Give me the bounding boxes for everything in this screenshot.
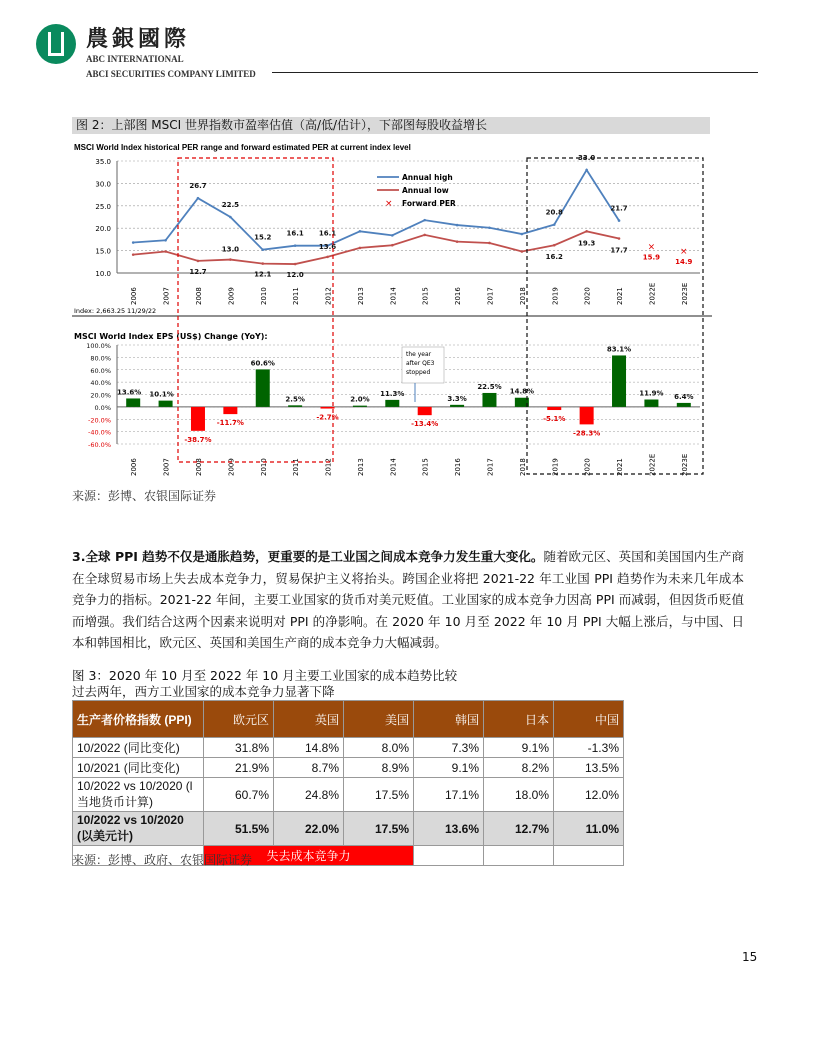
x-tick-label: 2015 xyxy=(421,287,430,305)
data-point xyxy=(132,241,135,244)
y-tick-label: 40.0% xyxy=(90,379,111,388)
data-point xyxy=(553,244,556,247)
x-tick-label: 2015 xyxy=(421,458,430,476)
x-tick-label: 2009 xyxy=(227,458,236,476)
cell: 10/2022 (同比变化) xyxy=(73,738,204,758)
y-tick-label: 20.0% xyxy=(90,391,111,400)
header-cell: 英国 xyxy=(274,701,344,738)
data-point xyxy=(553,223,556,226)
data-label: 83.1% xyxy=(606,345,632,354)
data-label: 12.1 xyxy=(254,270,272,279)
x-tick-label: 2017 xyxy=(486,287,495,305)
x-tick-label: 2019 xyxy=(551,458,560,476)
figure2-caption: 图 2：上部图 MSCI 世界指数市盈率估值（高/低/估计），下部图每股收益增长 xyxy=(72,117,710,134)
cell: 8.0% xyxy=(344,738,414,758)
data-label: -13.4% xyxy=(411,420,439,429)
cell: 10/2022 vs 10/2020 (l 当地货币计算) xyxy=(73,778,204,812)
data-label: 22.5 xyxy=(221,201,240,209)
figure2-source: 来源：彭博、农银国际证券 xyxy=(72,489,217,503)
chart1-title: MSCI World Index historical PER range and forward estimated PER at current index level xyxy=(74,143,411,152)
data-point xyxy=(391,244,394,247)
data-label: -28.3% xyxy=(573,429,601,438)
data-label: 13.0 xyxy=(221,245,240,254)
x-tick-label: 2006 xyxy=(130,287,139,305)
cell: 51.5% xyxy=(204,812,274,846)
data-point xyxy=(132,253,135,256)
header-cell: 中国 xyxy=(554,701,624,738)
annotation-text: after QE3 xyxy=(406,360,435,367)
eps-bar xyxy=(677,403,691,407)
data-label: -38.7% xyxy=(184,435,212,444)
cell: 14.8% xyxy=(274,738,344,758)
x-tick-label: 2021 xyxy=(616,287,625,305)
data-point xyxy=(456,224,459,227)
x-tick-label: 2012 xyxy=(324,287,333,305)
y-tick-label: 20.0 xyxy=(95,225,111,234)
paragraph-body: 随着欧元区、英国和美国国内生产商在全球贸易市场上失去成本竞争力，贸易保护主义将抬头。跨国企业将把 2021-22 年工业国 PPI 趋势作为未来几年成本竞争力的指标。2021-22 年间，主要工业国家的货币对美元贬值。工业国家的成本竞争力因高 PPI 而减弱，但因货币贬值而增强。我们结合这两个因素来说明对 PPI 的净影响。在 2020 年 10 月至 2022 年 10 月 PPI 大幅上涨后，与中国、日本和韩国相比，欧元区、英国和美国生产商的成本竞争力大幅减弱。 xyxy=(72,549,744,650)
header-divider xyxy=(272,72,758,73)
data-label: 13.6 xyxy=(318,242,337,251)
x-tick-label: 2008 xyxy=(194,287,203,305)
annotation-text: the year xyxy=(406,351,432,358)
header-cell: 欧元区 xyxy=(204,701,274,738)
body-paragraph xyxy=(72,546,744,654)
cell: 8.2% xyxy=(484,758,554,778)
eps-bar xyxy=(191,407,205,431)
cell: 9.1% xyxy=(414,758,484,778)
cell: 13.5% xyxy=(554,758,624,778)
table-row xyxy=(73,738,624,758)
eps-bar xyxy=(450,405,464,407)
data-point xyxy=(391,234,394,237)
cell: 8.9% xyxy=(344,758,414,778)
data-point xyxy=(294,263,297,266)
data-point xyxy=(261,248,264,251)
y-tick-label: 100.0% xyxy=(86,342,111,350)
cell: 31.8% xyxy=(204,738,274,758)
data-point xyxy=(456,240,459,243)
eps-bar xyxy=(256,369,270,406)
logo-chinese-name: 農銀國際 xyxy=(86,26,191,52)
data-point xyxy=(261,262,264,265)
cell: 8.7% xyxy=(274,758,344,778)
cell: 17.5% xyxy=(344,812,414,846)
x-tick-label: 2010 xyxy=(259,287,268,305)
data-label: 15.9 xyxy=(642,253,661,262)
data-label: 22.5% xyxy=(477,382,502,391)
data-label: -2.7% xyxy=(316,413,339,422)
x-tick-label: 2016 xyxy=(454,287,463,305)
header-cell: 日本 xyxy=(484,701,554,738)
data-label: -5.1% xyxy=(543,415,566,424)
x-tick-label: 2014 xyxy=(389,458,398,476)
data-label: 15.2 xyxy=(254,233,272,242)
data-point xyxy=(423,219,426,222)
eps-bar xyxy=(126,398,140,406)
data-label: 6.4% xyxy=(674,392,694,401)
data-point xyxy=(618,219,621,222)
eps-bar xyxy=(288,405,302,407)
cell: 24.8% xyxy=(274,778,344,812)
index-footnote: Index: 2,663.25 xyxy=(74,307,126,315)
data-point xyxy=(229,216,232,219)
cell: 12.7% xyxy=(484,812,554,846)
x-tick-label: 2016 xyxy=(454,458,463,476)
cell xyxy=(484,846,554,866)
cell: 17.1% xyxy=(414,778,484,812)
paragraph-lead: 3.全球 PPI 趋势不仅是通胀趋势，更重要的是工业国之间成本竞争力发生重大变化。 xyxy=(72,549,544,564)
y-tick-label: 30.0 xyxy=(95,180,111,189)
cell: 11.0% xyxy=(554,812,624,846)
loss-competitiveness-label: 失去成本竞争力 xyxy=(204,846,414,866)
data-label: 11.3% xyxy=(380,389,405,398)
data-point xyxy=(359,247,362,250)
chart2-title: MSCI World Index EPS (US$) Change (YoY): xyxy=(74,332,268,341)
legend-marker: × xyxy=(385,199,393,209)
cell: -1.3% xyxy=(554,738,624,758)
x-tick-label: 2023E xyxy=(680,282,689,305)
data-point xyxy=(326,256,329,259)
eps-bar xyxy=(223,407,237,414)
data-point xyxy=(488,242,491,245)
x-tick-label: 2018 xyxy=(518,287,527,305)
y-tick-label: 80.0% xyxy=(90,354,111,363)
data-label: 19.3 xyxy=(577,239,596,248)
data-point xyxy=(618,237,621,240)
data-point xyxy=(229,258,232,261)
x-tick-label: 2017 xyxy=(486,458,495,476)
annotation-text: stopped xyxy=(406,369,431,376)
cell: 22.0% xyxy=(274,812,344,846)
header-cell: 美国 xyxy=(344,701,414,738)
x-tick-label: 2009 xyxy=(227,287,236,305)
x-tick-label: 2012 xyxy=(324,458,333,476)
cell: 21.9% xyxy=(204,758,274,778)
figure3-caption: 图 3：2020 年 10 月至 2022 年 10 月主要工业国家的成本趋势比较 xyxy=(72,668,458,683)
cell: 12.0% xyxy=(554,778,624,812)
x-tick-label: 2008 xyxy=(194,458,203,476)
page-number: 15 xyxy=(742,950,758,964)
x-tick-label: 2011 xyxy=(292,458,301,476)
data-point xyxy=(359,230,362,233)
data-point xyxy=(521,233,524,236)
y-tick-label: 35.0 xyxy=(95,158,111,166)
data-point xyxy=(197,260,200,263)
figure3-caption-block xyxy=(72,668,457,700)
x-tick-label: 2010 xyxy=(259,458,268,476)
data-label: -11.7% xyxy=(216,419,244,428)
legend-label: Forward PER xyxy=(402,199,456,208)
data-label: 16.1 xyxy=(318,229,337,238)
x-tick-label: 2022E xyxy=(648,282,657,305)
y-tick-label: -40.0% xyxy=(88,428,111,437)
cell: 17.5% xyxy=(344,778,414,812)
cell xyxy=(414,846,484,866)
x-tick-label: 2013 xyxy=(356,458,365,476)
data-point xyxy=(197,197,200,200)
table-row-highlight xyxy=(73,812,624,846)
legend-label: Annual low xyxy=(402,186,449,195)
x-tick-label: 2023E xyxy=(680,453,689,476)
data-point xyxy=(488,226,491,229)
y-tick-label: 25.0 xyxy=(95,202,111,211)
data-label: 17.7 xyxy=(610,246,628,255)
x-tick-label: 2014 xyxy=(389,287,398,305)
data-label: 2.5% xyxy=(285,395,305,404)
x-tick-label: 2018 xyxy=(518,458,527,476)
eps-bar xyxy=(580,407,594,425)
data-label: 33.0 xyxy=(577,153,596,162)
cell: 18.0% xyxy=(484,778,554,812)
x-tick-label: 2021 xyxy=(616,458,625,476)
data-label: 3.3% xyxy=(447,394,467,403)
date-footnote: 11/29/22 xyxy=(127,307,157,315)
data-label: 12.0 xyxy=(286,271,304,280)
x-tick-label: 2013 xyxy=(356,287,365,305)
abc-logo-icon xyxy=(36,24,76,64)
forward-per-marker: × xyxy=(680,247,688,258)
eps-bar xyxy=(159,401,173,407)
data-point xyxy=(585,169,588,172)
figure3-subtitle: 过去两年，西方工业国家的成本竞争力显著下降 xyxy=(72,684,335,699)
data-label: 26.7 xyxy=(189,182,207,191)
cell: 13.6% xyxy=(414,812,484,846)
data-label: 21.7 xyxy=(610,204,628,213)
header-cell: 生产者价格指数 (PPI) xyxy=(73,701,204,738)
data-label: 16.1 xyxy=(286,229,304,238)
y-tick-label: -20.0% xyxy=(88,416,111,425)
eps-bar xyxy=(644,400,658,407)
table-row xyxy=(73,778,624,812)
table-header-row xyxy=(73,701,624,738)
data-label: 16.2 xyxy=(545,253,563,262)
eps-bar xyxy=(482,393,496,407)
cell: 7.3% xyxy=(414,738,484,758)
data-point xyxy=(521,250,524,253)
x-tick-label: 2011 xyxy=(292,287,301,305)
data-label: 60.6% xyxy=(250,359,275,368)
x-tick-label: 2019 xyxy=(551,287,560,305)
cell: 9.1% xyxy=(484,738,554,758)
figure2-charts xyxy=(72,140,712,485)
x-tick-label: 2007 xyxy=(162,458,171,476)
forward-per-marker: × xyxy=(647,242,656,253)
data-point xyxy=(585,230,588,233)
eps-bar xyxy=(321,407,335,409)
cell: 60.7% xyxy=(204,778,274,812)
data-label: 14.9 xyxy=(675,258,693,267)
table-row xyxy=(73,758,624,778)
y-tick-label: -60.0% xyxy=(88,441,111,449)
x-tick-label: 2020 xyxy=(583,287,592,305)
x-tick-label: 2022E xyxy=(648,453,657,476)
data-label: 11.9% xyxy=(639,389,664,398)
logo-company-name: ABCI SECURITIES COMPANY LIMITED xyxy=(86,69,256,79)
y-tick-label: 10.0 xyxy=(95,270,111,278)
data-label: 10.1% xyxy=(149,390,174,399)
y-tick-label: 60.0% xyxy=(90,366,111,375)
x-tick-label: 2006 xyxy=(130,458,139,476)
data-point xyxy=(294,244,297,247)
eps-bar xyxy=(385,400,399,407)
y-tick-label: 15.0 xyxy=(95,247,111,256)
data-label: 2.0% xyxy=(350,395,370,404)
data-label: 12.7 xyxy=(189,267,207,276)
figure3-source: 来源：彭博、政府、农银国际证券 xyxy=(72,853,253,867)
logo-english-name: ABC INTERNATIONAL xyxy=(86,54,184,64)
x-tick-label: 2020 xyxy=(583,458,592,476)
legend-label: Annual high xyxy=(402,173,453,182)
data-label: 20.8 xyxy=(545,208,563,217)
eps-bar xyxy=(418,407,432,415)
data-point xyxy=(423,234,426,237)
header-cell: 韩国 xyxy=(414,701,484,738)
cell: 10/2022 vs 10/2020 (以美元计) xyxy=(73,812,204,846)
y-tick-label: 0.0% xyxy=(94,403,111,412)
cell: 10/2021 (同比变化) xyxy=(73,758,204,778)
eps-bar xyxy=(547,407,561,410)
data-point xyxy=(164,250,167,253)
data-label: 14.8% xyxy=(509,387,535,396)
eps-bar xyxy=(612,355,626,406)
x-tick-label: 2007 xyxy=(162,287,171,305)
data-label: 13.6% xyxy=(117,388,142,397)
data-point xyxy=(164,239,167,242)
ppi-table xyxy=(72,700,624,866)
eps-bar xyxy=(353,406,367,407)
cell xyxy=(554,846,624,866)
